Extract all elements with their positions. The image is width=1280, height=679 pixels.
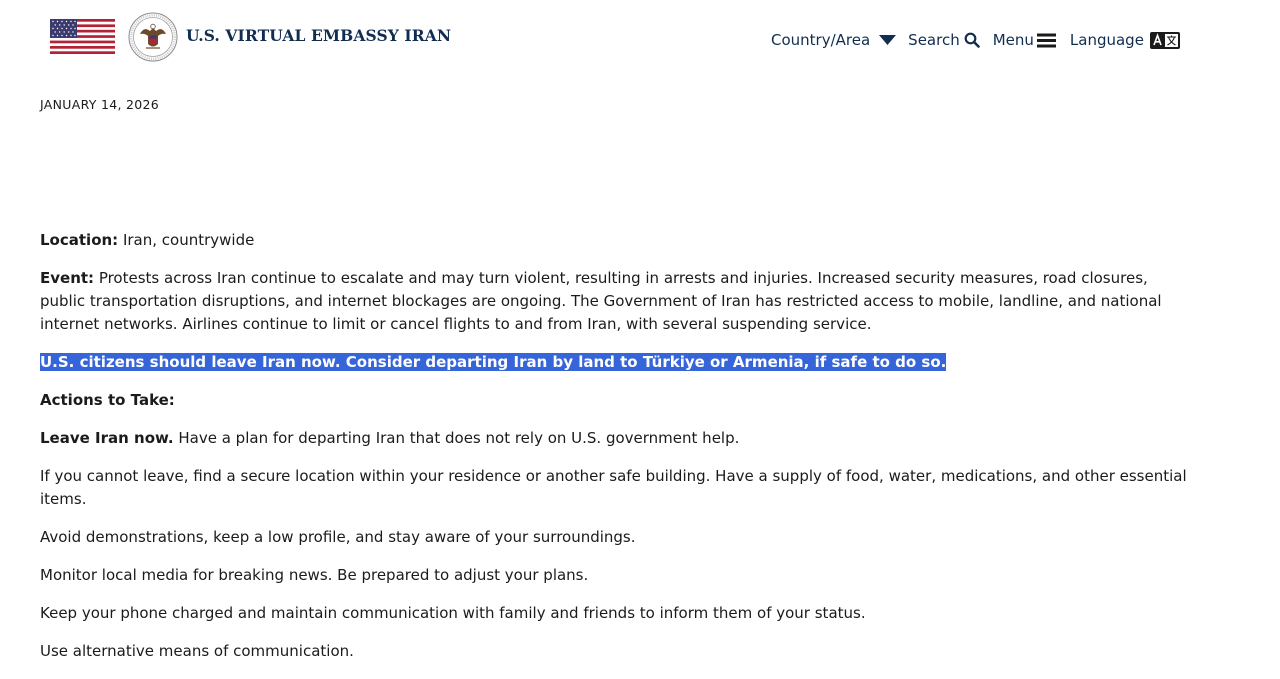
state-department-seal-icon[interactable]: [128, 12, 178, 62]
leave-iran-label: Leave Iran now.: [40, 429, 174, 447]
action-item: Keep your phone charged and maintain communication with family and friends to inform them of your status.: [40, 604, 866, 622]
country-area-label: Country/Area: [771, 31, 871, 49]
menu-label: Menu: [992, 31, 1034, 49]
action-item: Use alternative means of communication.: [40, 642, 354, 660]
menu-button[interactable]: [993, 31, 1056, 49]
site-header: [0, 0, 1280, 80]
event-text: Protests across Iran continue to escalate and may turn violent, resulting in arrests and injuries. Increased security measures, road closures, public transportation disruptions, and internet blockages are ongoing. The Government of Iran has restricted access to mobile, landline, and national internet networks. Airlines continue to limit or cancel flights to and from Iran, with several suspending service.: [40, 269, 1162, 333]
action-item: If you cannot leave, find a secure location within your residence or another safe building. Have a supply of food, water, medications, and other essential items.: [40, 467, 1187, 508]
leave-iran-text: Have a plan for departing Iran that does not rely on U.S. government help.: [173, 429, 740, 447]
language-icon: [1150, 32, 1180, 49]
search-icon: [964, 32, 980, 48]
action-item: Monitor local media for breaking news. Be prepared to adjust your plans.: [40, 566, 589, 584]
search-button[interactable]: [908, 31, 980, 49]
top-nav: [771, 30, 1180, 50]
actions-heading-text: Actions to Take:: [40, 391, 175, 409]
language-button[interactable]: [1070, 31, 1180, 49]
hamburger-menu-icon: [1037, 33, 1056, 48]
action-item: Avoid demonstrations, keep a low profile, and stay aware of your surroundings.: [40, 528, 636, 546]
location-label: Location:: [40, 231, 119, 249]
alert-content: [40, 229, 1190, 678]
actions-heading: [40, 389, 1190, 412]
leave-now-paragraph: [40, 351, 1190, 374]
country-area-dropdown[interactable]: [771, 31, 896, 49]
search-label: Search: [908, 31, 960, 49]
highlighted-leave-iran-text[interactable]: U.S. citizens should leave Iran now. Consider departing Iran by land to Türkiye or Armenia, if safe to do so.: [40, 353, 947, 371]
site-title[interactable]: U.S. VIRTUAL EMBASSY IRAN: [186, 26, 452, 45]
event-paragraph: [40, 267, 1190, 336]
publish-date: JANUARY 14, 2026: [40, 97, 160, 112]
event-label: Event:: [40, 269, 95, 287]
location-text: Iran, countrywide: [118, 231, 255, 249]
us-flag-icon[interactable]: [50, 19, 115, 54]
location-paragraph: [40, 229, 1190, 252]
action-item: [40, 427, 1190, 450]
caret-down-icon: [879, 35, 896, 45]
language-label: Language: [1069, 31, 1144, 49]
